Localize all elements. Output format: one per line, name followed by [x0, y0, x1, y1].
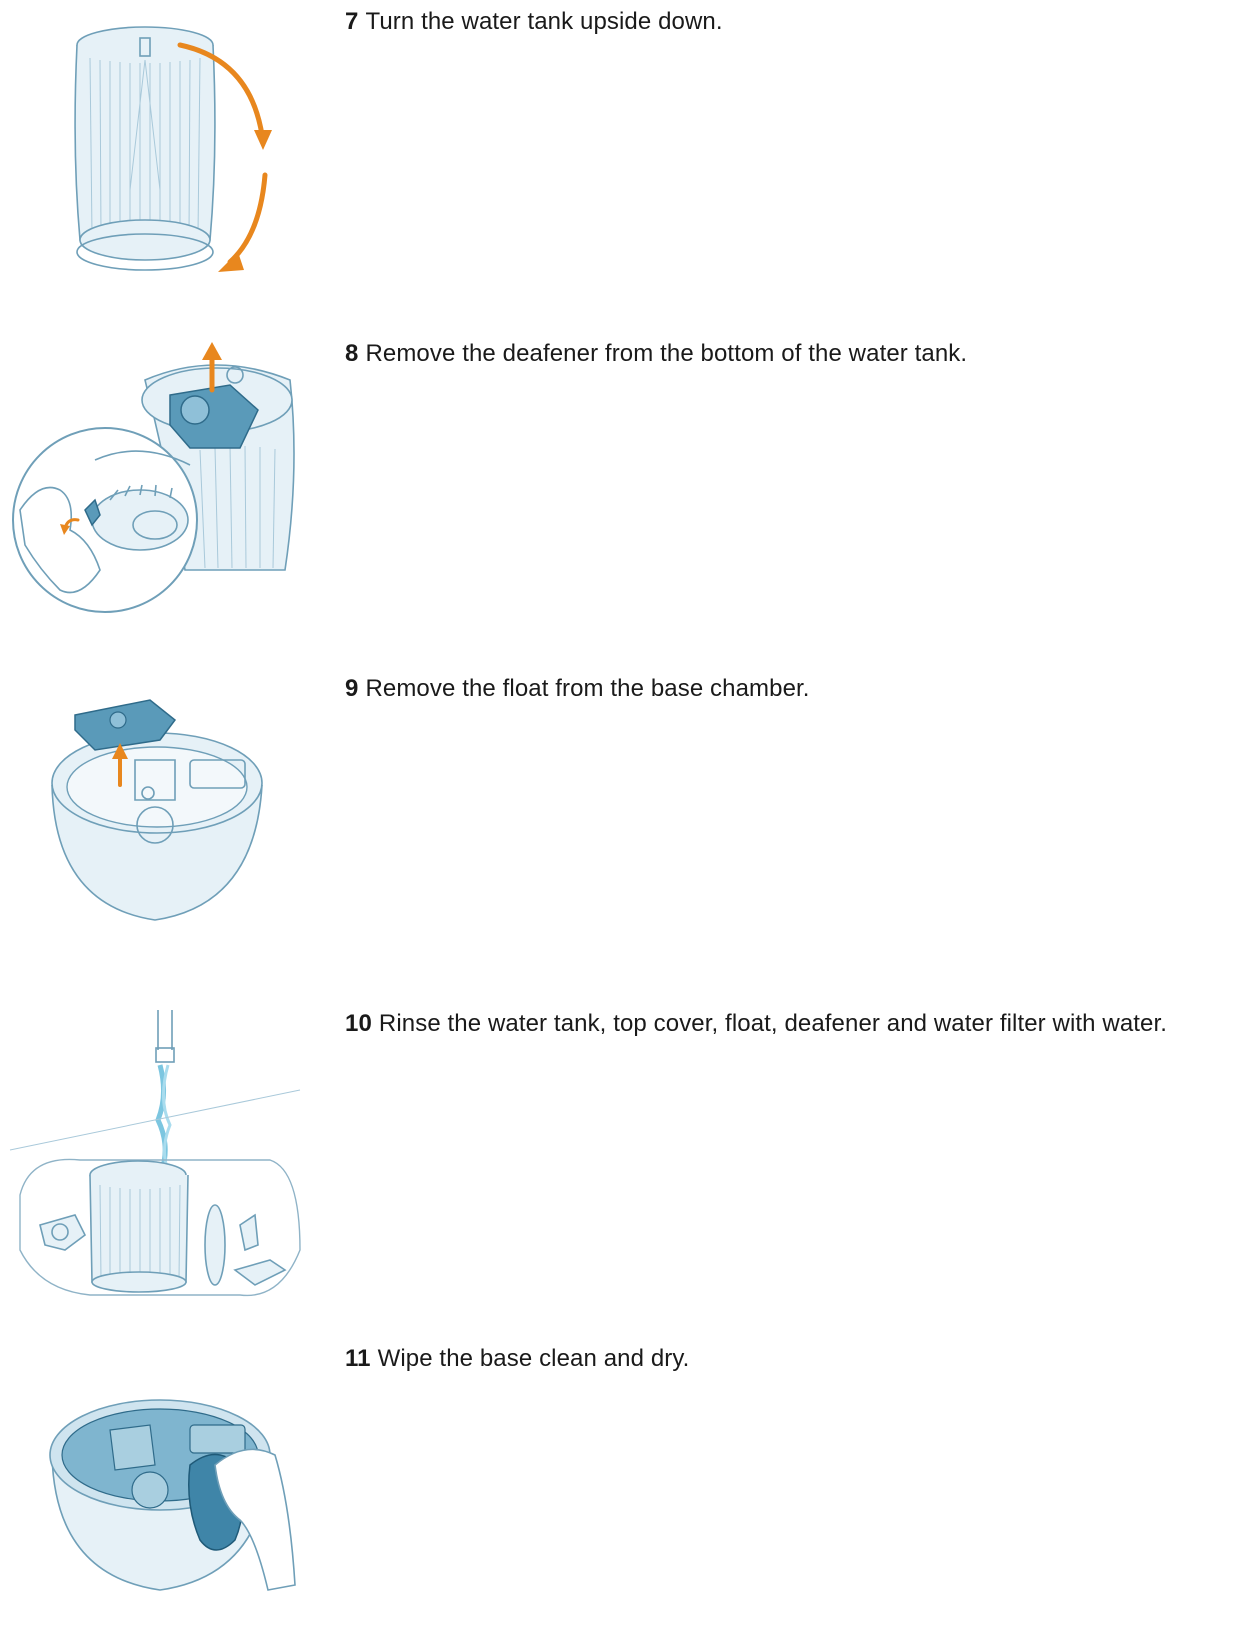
step-number: 11 — [345, 1345, 371, 1372]
water-tank-upside-down-illustration — [0, 0, 310, 290]
step-number: 10 — [345, 1010, 372, 1037]
rinse-parts-illustration — [0, 1010, 310, 1310]
step-number: 9 — [345, 675, 359, 702]
step-number: 7 — [345, 8, 359, 35]
step-8-caption — [345, 340, 967, 368]
step-10-caption — [345, 1010, 1167, 1038]
step-7-caption — [345, 8, 723, 36]
step-number: 8 — [345, 340, 359, 367]
step-11-caption — [345, 1345, 689, 1373]
step-text: Turn the water tank upside down. — [365, 8, 723, 35]
remove-deafener-illustration — [0, 340, 310, 630]
wipe-base-illustration — [0, 1345, 310, 1645]
remove-float-illustration — [0, 675, 310, 965]
step-text: Remove the deafener from the bottom of the water tank. — [365, 340, 968, 367]
step-9-caption — [345, 675, 810, 703]
step-text: Rinse the water tank, top cover, float, deafener and water filter with water. — [378, 1010, 1168, 1037]
step-text: Remove the float from the base chamber. — [365, 675, 810, 702]
step-text: Wipe the base clean and dry. — [377, 1345, 690, 1372]
